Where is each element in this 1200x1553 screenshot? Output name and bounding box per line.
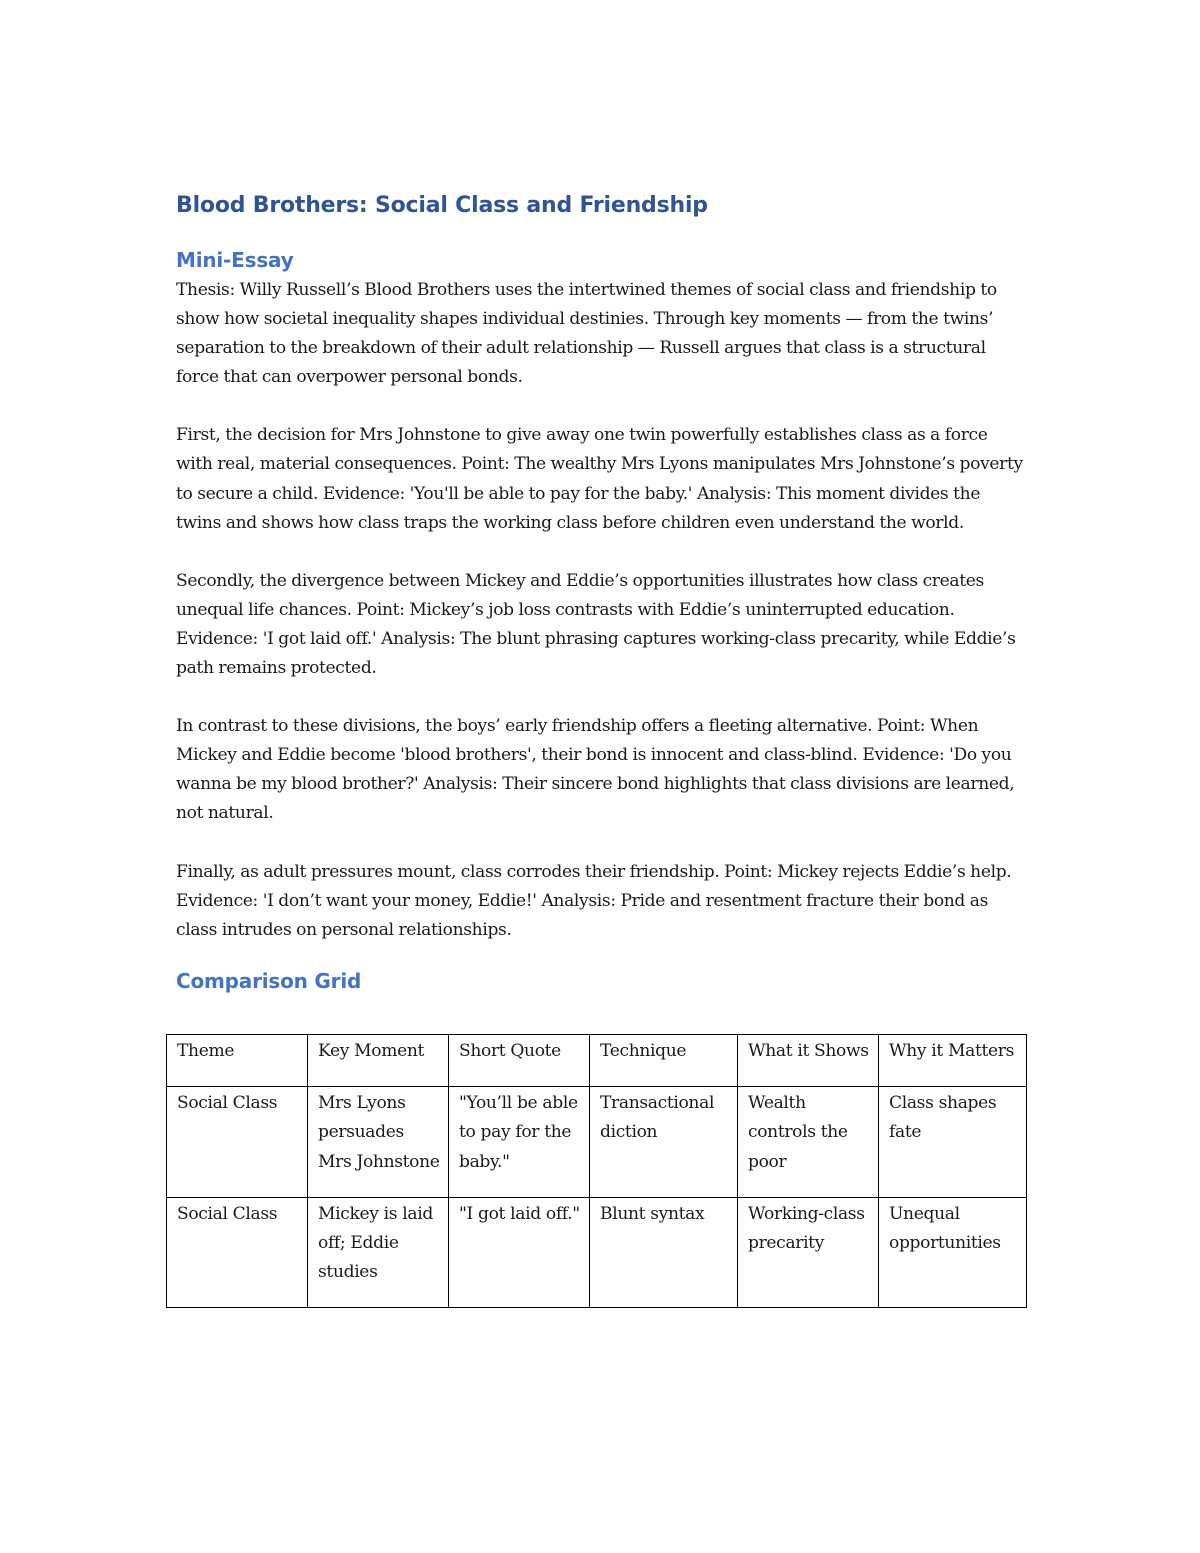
thesis-paragraph: Thesis: Willy Russell’s Blood Brothers uses the intertwined themes of social class and friendship to show how societal inequality shapes individual destinies. Through key moments — from the twins’ separation to the breakdown of their adult relationship — Russell argues that class is a structural force that can overpower personal bonds. — [176, 280, 997, 388]
table-cell: Wealth controls the poor — [738, 1087, 879, 1198]
table-cell: Social Class — [167, 1197, 308, 1308]
table-cell: "I got laid off." — [449, 1197, 590, 1308]
table-row — [167, 1087, 1027, 1198]
table-cell: Mickey is laid off; Eddie studies — [308, 1197, 449, 1308]
table-cell: Class shapes fate — [879, 1087, 1027, 1198]
table-cell: "You’ll be able to pay for the baby." — [449, 1087, 590, 1198]
table-cell: Social Class — [167, 1087, 308, 1198]
table-cell: Unequal opportunities — [879, 1197, 1027, 1308]
document-body — [176, 189, 1036, 997]
header-key-moment: Key Moment — [308, 1035, 449, 1087]
paragraph-2: Secondly, the divergence between Mickey and Eddie’s opportunities illustrates how class creates unequal life chances. Point: Mickey’s job loss contrasts with Eddie’s uninterrupted education. Evidence: 'I got laid off.' Analysis: The blunt phrasing captures working-class precarity, while Eddie’s path remains protected. — [176, 570, 1016, 679]
table-cell: Working-class precarity — [738, 1197, 879, 1308]
header-why-it-matters: Why it Matters — [879, 1035, 1027, 1087]
paragraph-3: In contrast to these divisions, the boys’ early friendship offers a fleeting alternative. Point: When Mickey and Eddie become 'blood brothers', their bond is innocent and class-blind. Evidence: 'Do you wanna be my blood brother?' Analysis: Their sincere bond highlights that class divisions are learned, not natural. — [176, 716, 1015, 824]
header-theme: Theme — [167, 1035, 308, 1087]
document-title: Blood Brothers: Social Class and Friendship — [176, 193, 708, 218]
grid-heading: Comparison Grid — [176, 968, 362, 993]
essay-heading: Mini-Essay — [176, 248, 294, 272]
paragraph-1: First, the decision for Mrs Johnstone to give away one twin powerfully establishes class as a force with real, material consequences. Point: The wealthy Mrs Lyons manipulates Mrs Johnstone’s poverty to secure a child. Evidence: 'You'll be able to pay for the baby.' Analysis: This moment divides the twins and shows how class traps the working class before children even understand the world. — [176, 425, 1023, 533]
header-what-it-shows: What it Shows — [738, 1035, 879, 1087]
paragraph-4: Finally, as adult pressures mount, class corrodes their friendship. Point: Mickey rejects Eddie’s help. Evidence: 'I don’t want your money, Eddie!' Analysis: Pride and resentment fracture their bond as class intrudes on personal relationships. — [176, 861, 1012, 940]
table-cell: Transactional diction — [590, 1087, 738, 1198]
table-row — [167, 1197, 1027, 1308]
table-header-row — [167, 1035, 1027, 1087]
comparison-grid-table — [166, 1034, 1027, 1308]
header-technique: Technique — [590, 1035, 738, 1087]
table-cell: Mrs Lyons persuades Mrs Johnstone — [308, 1087, 449, 1198]
table-cell: Blunt syntax — [590, 1197, 738, 1308]
header-short-quote: Short Quote — [449, 1035, 590, 1087]
